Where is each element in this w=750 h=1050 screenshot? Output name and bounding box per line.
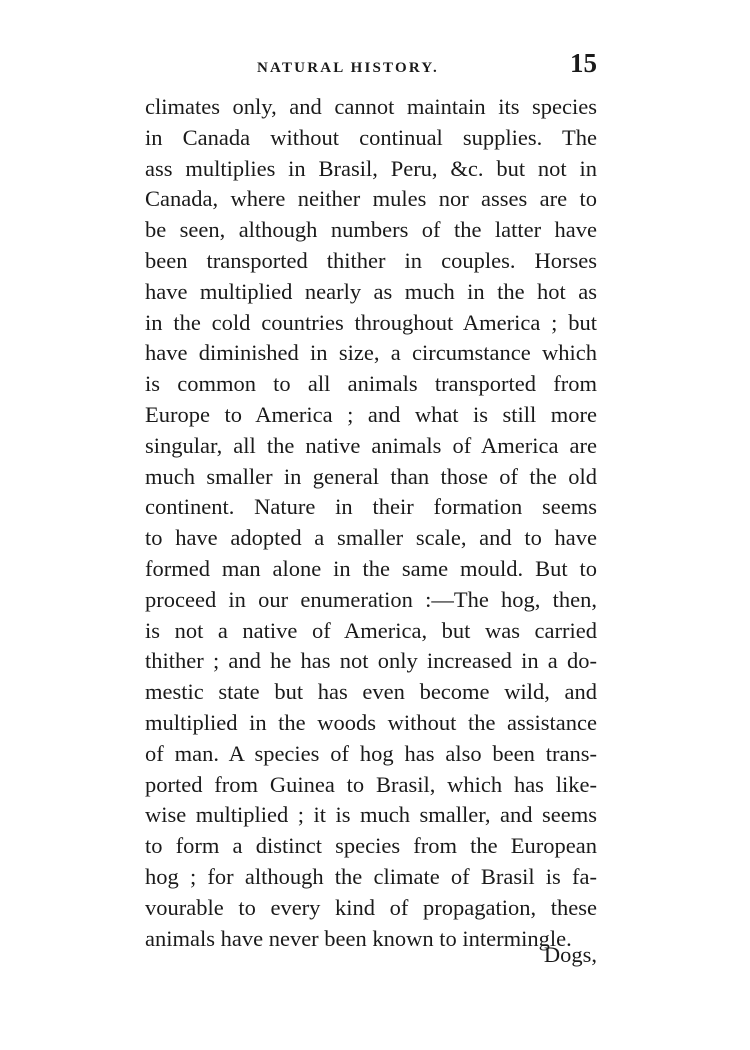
text-line: have diminished in size, a circumstance which bbox=[145, 340, 597, 366]
running-head bbox=[145, 48, 597, 88]
text-line: to form a distinct species from the European bbox=[145, 833, 597, 859]
text-line: formed man alone in the same mould. But to bbox=[145, 555, 597, 581]
text-line: much smaller in general than those of the old bbox=[145, 463, 597, 489]
text-line: ass multiplies in Brasil, Peru, &c. but not in bbox=[145, 155, 597, 181]
text-line: continent. Nature in their formation seems bbox=[145, 494, 597, 520]
body-text bbox=[145, 92, 597, 954]
text-line: been transported thither in couples. Horses bbox=[145, 247, 597, 273]
text-line: mestic state but has even become wild, and bbox=[145, 679, 597, 705]
page-number: 15 bbox=[570, 48, 597, 78]
text-line: have multiplied nearly as much in the hot as bbox=[145, 278, 597, 304]
text-line: climates only, and cannot maintain its species bbox=[145, 94, 597, 119]
text-line: proceed in our enumeration :—The hog, then, bbox=[145, 586, 597, 612]
text-line: Canada, where neither mules nor asses are to bbox=[145, 186, 597, 212]
catchword: Dogs, bbox=[543, 942, 597, 967]
text-line: multiplied in the woods without the assistance bbox=[145, 709, 597, 735]
text-line: hog ; for although the climate of Brasil is fa- bbox=[145, 863, 597, 889]
text-line: in the cold countries throughout America ; but bbox=[145, 309, 597, 335]
text-line: vourable to every kind of propagation, these bbox=[145, 894, 597, 920]
text-line: wise multiplied ; it is much smaller, and seems bbox=[145, 802, 597, 828]
text-line: in Canada without continual supplies. The bbox=[145, 124, 597, 150]
text-line: thither ; and he has not only increased in a do- bbox=[145, 648, 597, 674]
text-line: to have adopted a smaller scale, and to have bbox=[145, 525, 597, 551]
text-line: be seen, although numbers of the latter have bbox=[145, 217, 597, 243]
text-line: is not a native of America, but was carried bbox=[145, 617, 597, 643]
text-line: singular, all the native animals of America are bbox=[145, 432, 597, 458]
text-line: animals have never been known to intermingle. bbox=[145, 925, 572, 951]
text-line: is common to all animals transported from bbox=[145, 371, 597, 397]
text-line: ported from Guinea to Brasil, which has like- bbox=[145, 771, 597, 797]
running-title: NATURAL HISTORY. bbox=[257, 60, 439, 76]
text-line: of man. A species of hog has also been trans- bbox=[145, 740, 597, 766]
text-line: Europe to America ; and what is still more bbox=[145, 401, 597, 427]
